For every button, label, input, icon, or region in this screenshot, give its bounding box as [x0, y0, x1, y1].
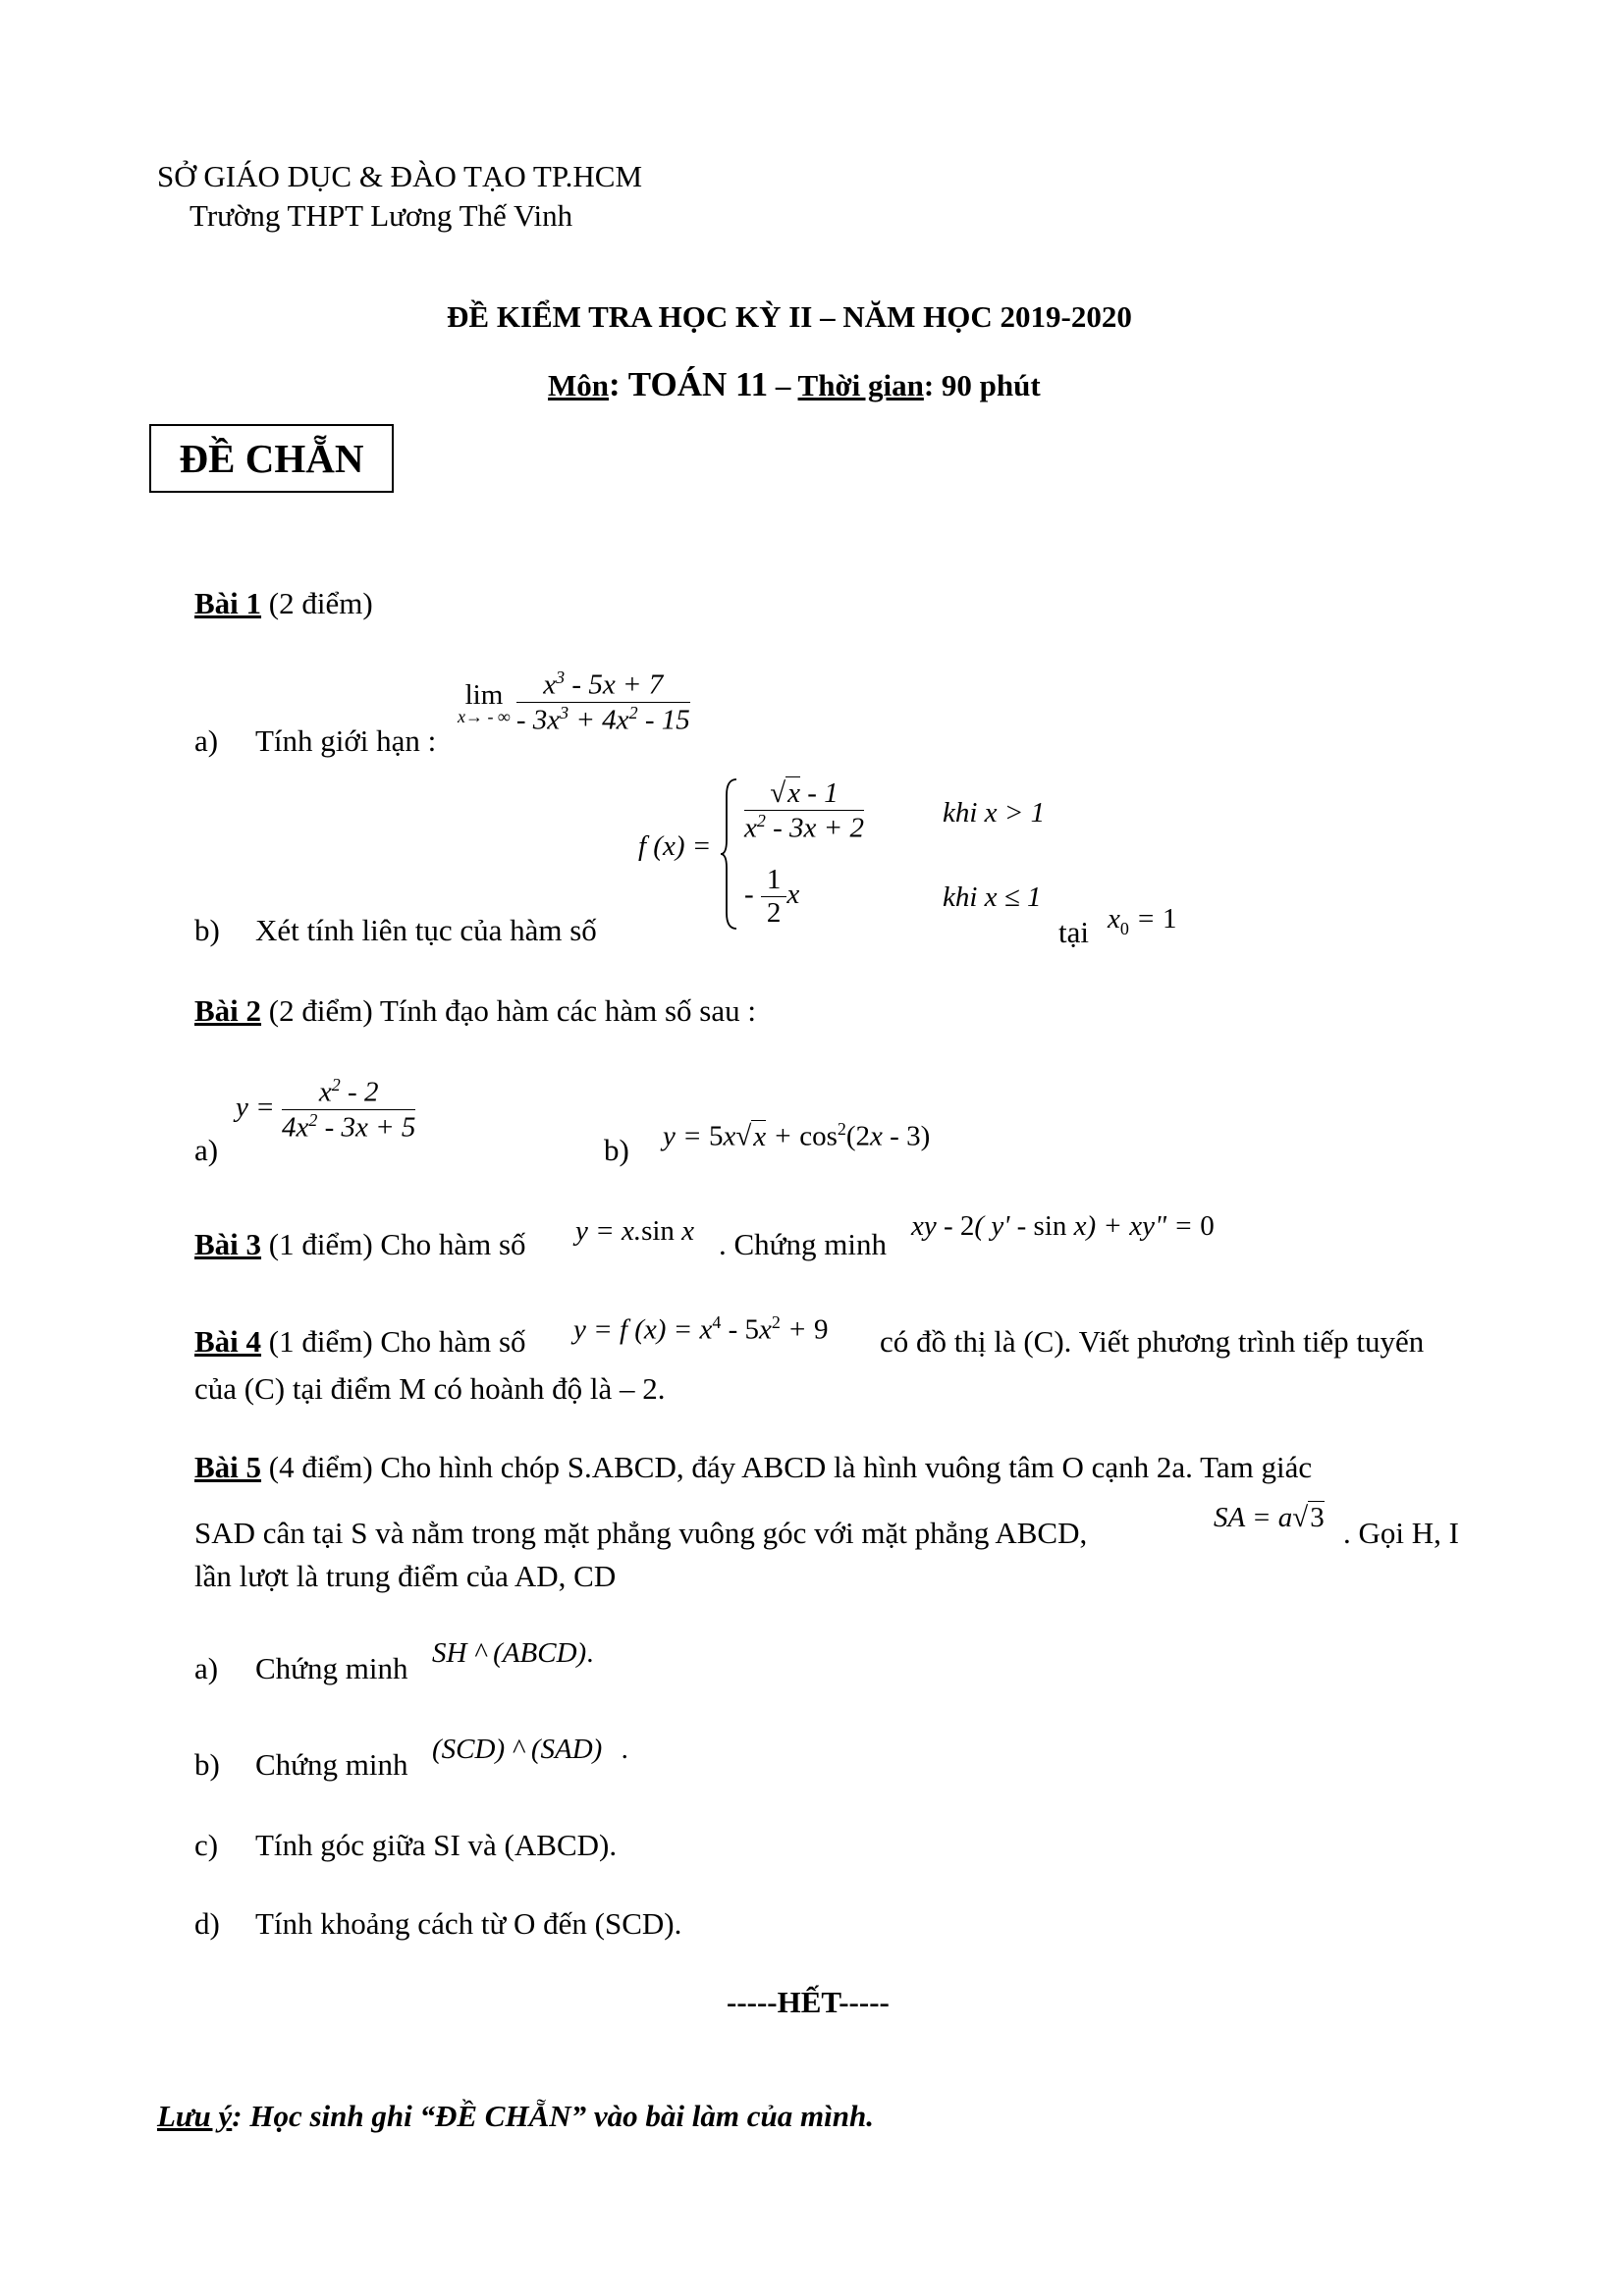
problem-4-function: y = f $(x) = x^4 - 5x^2 + 9$ [573, 1312, 829, 1346]
variant-box [149, 424, 394, 493]
limit-expression: lim x→ - ∞ $\frac{x^3 - 5x + 7}{- 3x^3 + 4x^2 - 15}$ [458, 667, 690, 736]
problem-1-points: (2 điểm) [261, 586, 373, 620]
problem-5-line2-tail: . Gọi H, I [1343, 1516, 1459, 1550]
problem-1b-label: b) [194, 913, 220, 947]
problem-2b-label: b) [604, 1133, 629, 1167]
problem-5-line2: SAD cân tại S và nằm trong mặt phẳng vuông góc với mặt phẳng ABCD, [194, 1516, 1088, 1550]
problem-5b-label: b) [194, 1747, 220, 1782]
problem-4-points: (1 điểm) Cho hàm số [261, 1324, 526, 1359]
problem-5d-text: Tính khoảng cách từ O đến (SCD). [255, 1906, 682, 1941]
problem-4-title: Bài 4 [194, 1324, 262, 1359]
problem-2-heading [194, 991, 756, 1031]
problem-3-title: Bài 3 [194, 1227, 262, 1261]
problem-1b-at: tại [1058, 915, 1089, 949]
point-x0: $x_0 = 1$ [1108, 903, 1177, 938]
exam-title: ĐỀ KIỂM TRA HỌC KỲ II – NĂM HỌC 2019-2020 [447, 299, 1132, 334]
problem-5-intro: (4 điểm) Cho hình chóp S.ABCD, đáy ABCD là hình vuông tâm O cạnh 2a. Tam giác [261, 1450, 1313, 1484]
left-brace-icon [719, 775, 740, 933]
note-label: Lưu ý [157, 2099, 233, 2133]
problem-5-line1 [194, 1448, 1312, 1487]
problem-2-points: (2 điểm) Tính đạo hàm các hàm số sau : [261, 993, 756, 1028]
time-label: Thời gian [797, 368, 924, 402]
problem-5a-label: a) [194, 1651, 219, 1685]
problem-4-tail: có đồ thị là (C). Viết phương trình tiếp tuyến [880, 1324, 1425, 1359]
variant-label: ĐỀ CHẴN [179, 436, 364, 481]
piecewise-case-1: $\frac{√x - 1}{x^2 - 3x + 2}$ [744, 777, 864, 844]
note-text: : Học sinh ghi “ĐỀ CHẴN” vào bài làm của mình. [232, 2099, 874, 2133]
piecewise-cond-2: khi x ≤ 1 [943, 881, 1042, 913]
problem-3-mid: . Chứng minh [719, 1227, 887, 1261]
problem-3-function: y = x.sin x [575, 1215, 695, 1247]
problem-5-line3: lần lượt là trung điểm của AD, CD [194, 1559, 617, 1593]
problem-1b-text: Xét tính liên tục của hàm số [255, 913, 597, 947]
problem-5-title: Bài 5 [194, 1450, 262, 1484]
time-value: : 90 phút [923, 368, 1041, 402]
problem-1a-text: Tính giới hạn : [255, 723, 437, 758]
department-name: SỞ GIÁO DỤC & ĐÀO TẠO TP.HCM [157, 159, 643, 193]
problem-4-line2: của (C) tại điểm M có hoành độ là – 2. [194, 1371, 666, 1406]
problem-4-heading [194, 1322, 526, 1362]
problem-5b-text: Chứng minh [255, 1747, 408, 1782]
problem-2a-function: y = $\frac{x^2 - 2}{4x^2 - 3x + 5}$ [236, 1075, 416, 1144]
piecewise-cond-1: khi x > 1 [943, 797, 1046, 828]
problem-5c-label: c) [194, 1828, 219, 1862]
problem-1-heading [194, 584, 373, 623]
problem-2-title: Bài 2 [194, 993, 262, 1028]
piecewise-case-2: - $\frac{1}{2}$ x [744, 864, 800, 929]
subject-label: Môn [548, 368, 609, 402]
problem-5b-math: (SCD) ^ (SAD) . [432, 1734, 628, 1765]
subject-value: : TOÁN 11 [609, 365, 769, 403]
problem-3-points: (1 điểm) Cho hàm số [261, 1227, 526, 1261]
school-name: Trường THPT Lương Thế Vinh [189, 198, 573, 233]
end-mark: -----HẾT----- [727, 1985, 890, 2019]
problem-2b-function: $y = 5x√x + \cos^2(2x - 3)$ [663, 1119, 931, 1152]
problem-2a-label: a) [194, 1133, 219, 1167]
problem-5c-text: Tính góc giữa SI và (ABCD). [255, 1828, 618, 1862]
problem-5d-label: d) [194, 1906, 220, 1941]
piecewise-fx-label: f (x) = [638, 830, 712, 862]
exam-subject-line [548, 365, 1041, 405]
problem-5-sa: SA = a√3 [1214, 1502, 1325, 1533]
problem-3-identity: xy - 2( y' - sin x) + xy" = 0 [911, 1210, 1215, 1242]
problem-5a-math: SH ^ (ABCD). [432, 1637, 594, 1669]
problem-1-title: Bài 1 [194, 586, 262, 620]
subject-sep: – [768, 368, 798, 402]
problem-1a-label: a) [194, 723, 219, 758]
problem-3-heading [194, 1225, 526, 1264]
problem-5a-text: Chứng minh [255, 1651, 408, 1685]
footer-note [157, 2097, 874, 2136]
